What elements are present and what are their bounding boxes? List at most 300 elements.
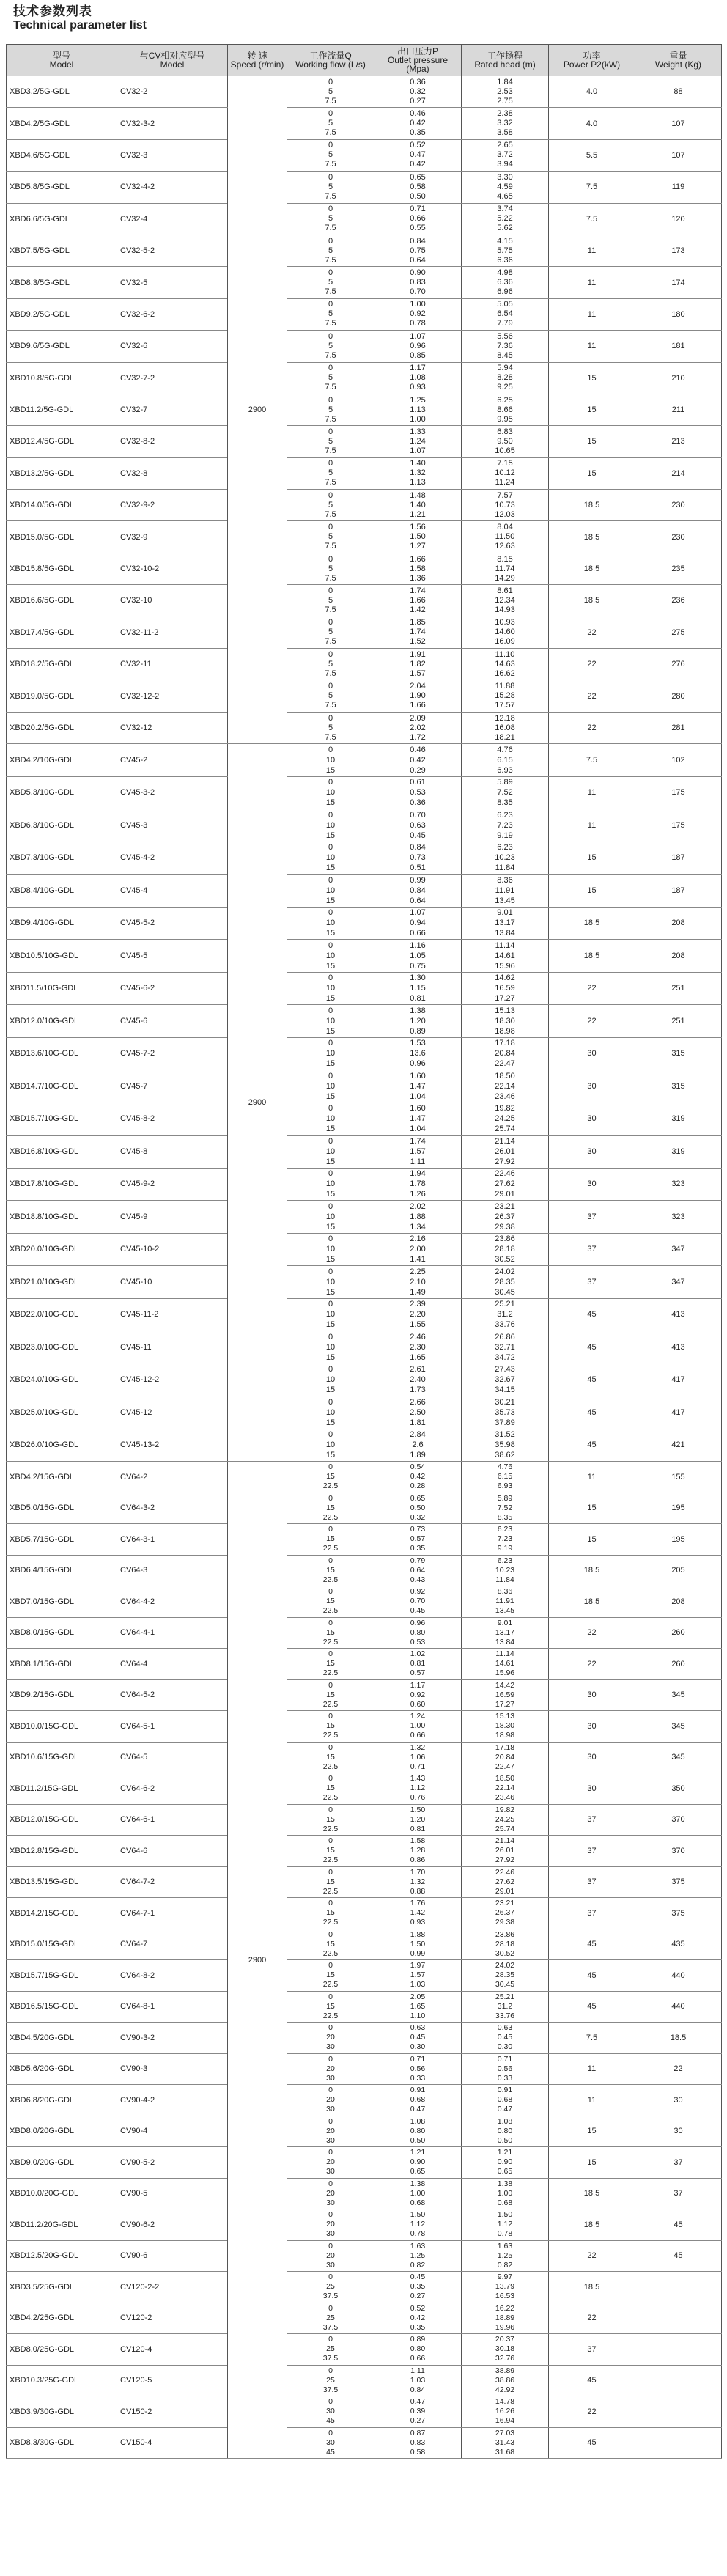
flow-value: 0: [328, 2241, 333, 2251]
head-value: 5.56: [497, 331, 513, 341]
flow-value: 0: [328, 1556, 333, 1565]
head-cell: [462, 1462, 549, 1493]
pressure-value: 2.09: [410, 713, 426, 723]
flow-value: 5: [328, 691, 333, 701]
head-value: 18.50: [495, 1071, 515, 1081]
table-row: [7, 1429, 722, 1462]
flow-value: 15: [325, 1157, 336, 1166]
weight-cell: 370: [635, 1804, 722, 1836]
pressure-value: 0.35: [410, 2282, 426, 2292]
header-head: 工作扬程 Rated head (m): [462, 45, 549, 76]
pressure-value: 0.79: [410, 1556, 426, 1565]
pressure-value: 1.20: [410, 1814, 426, 1824]
head-value: 0.91: [497, 2086, 513, 2095]
flow-values: [290, 553, 371, 584]
pressure-values: [377, 2054, 458, 2085]
head-values: [465, 2147, 545, 2178]
pressure-cell: [374, 2303, 462, 2334]
flow-value: 7.5: [325, 701, 336, 710]
flow-values: [290, 521, 371, 552]
table-row: [7, 617, 722, 648]
pressure-value: 0.81: [410, 1659, 426, 1668]
flow-values: [290, 2085, 371, 2116]
model-cell: XBD6.4/15G-GDL: [7, 1555, 117, 1586]
table-row: [7, 298, 722, 330]
pressure-value: 0.45: [410, 2273, 426, 2282]
pressure-value: 0.57: [410, 1668, 426, 1678]
flow-value: 15: [326, 1721, 335, 1731]
flow-value: 15: [326, 1908, 335, 1918]
flow-value: 0: [328, 1992, 333, 2001]
flow-value: 0: [328, 713, 333, 723]
pressure-value: 1.42: [410, 605, 426, 614]
pressure-values: [377, 744, 458, 776]
pressure-value: 0.57: [410, 1534, 426, 1544]
pressure-value: 1.03: [410, 2375, 426, 2385]
pressure-value: 0.84: [410, 2385, 426, 2394]
head-value: 0.45: [497, 2033, 513, 2042]
flow-values: [290, 1396, 371, 1429]
pressure-value: 1.11: [410, 1157, 426, 1166]
table-row: [7, 235, 722, 266]
head-value: 16.22: [495, 2303, 515, 2313]
pressure-value: 1.08: [410, 373, 426, 383]
speed-cell: 2900: [228, 744, 287, 1462]
flow-values: [290, 2428, 371, 2459]
pressure-value: 0.35: [410, 128, 426, 138]
pressure-cell: [374, 490, 462, 521]
pressure-value: 1.89: [410, 1451, 426, 1460]
power-cell: 22: [549, 972, 635, 1005]
head-values: [465, 1396, 545, 1429]
flow-value: 7.5: [325, 478, 336, 487]
flow-value: 10: [325, 1147, 336, 1156]
head-value: 6.96: [497, 287, 513, 297]
pressure-value: 1.88: [410, 1929, 426, 1939]
flow-cell: [287, 2427, 374, 2459]
flow-values: [290, 1331, 371, 1364]
pressure-values: [377, 809, 458, 842]
flow-value: 15: [326, 1752, 335, 1762]
power-cell: 15: [549, 875, 635, 908]
head-cell: [462, 1233, 549, 1266]
head-values: [465, 2303, 545, 2334]
head-values: [465, 2054, 545, 2085]
table-row: [7, 203, 722, 235]
cv-model-cell: CV45-4-2: [117, 842, 228, 875]
header-speed: 转 速 Speed (r/min): [228, 45, 287, 76]
flow-value: 15: [326, 1846, 335, 1855]
pressure-cell: [374, 1773, 462, 1805]
flow-values: [290, 140, 371, 171]
head-value: 18.89: [495, 2313, 515, 2322]
power-cell: 5.5: [549, 139, 635, 171]
power-cell: 7.5: [549, 2023, 635, 2054]
pressure-value: 1.60: [410, 1071, 426, 1081]
power-cell: 18.5: [549, 1555, 635, 1586]
head-value: 11.88: [495, 682, 515, 691]
flow-values: [290, 2209, 371, 2240]
flow-cell: [287, 1586, 374, 1618]
power-cell: 30: [549, 1136, 635, 1169]
head-value: 14.61: [495, 1659, 515, 1668]
header-row: [7, 45, 722, 76]
pressure-value: 1.90: [410, 691, 426, 701]
weight-cell: 347: [635, 1266, 722, 1299]
pressure-value: 2.84: [410, 1430, 426, 1440]
flow-value: 5: [328, 119, 333, 128]
head-value: 9.97: [497, 2273, 513, 2282]
flow-value: 15: [325, 1125, 336, 1134]
head-value: 0.30: [497, 2042, 513, 2052]
head-value: 4.76: [497, 745, 513, 754]
pressure-cell: [374, 267, 462, 298]
pressure-cell: [374, 2085, 462, 2116]
table-row: [7, 362, 722, 394]
flow-values: [290, 2241, 371, 2272]
model-cell: XBD13.2/5G-GDL: [7, 457, 117, 489]
flow-value: 10: [325, 1212, 336, 1221]
head-cell: [462, 490, 549, 521]
head-cell: [462, 744, 549, 777]
cv-model-cell: CV45-9-2: [117, 1168, 228, 1201]
cv-model-cell: CV32-7: [117, 394, 228, 425]
weight-cell: 213: [635, 426, 722, 457]
pressure-value: 0.50: [410, 2135, 426, 2145]
flow-value: 5: [328, 468, 333, 478]
head-value: 23.21: [495, 1201, 515, 1211]
head-values: [465, 940, 545, 972]
flow-cell: [287, 1429, 374, 1462]
flow-value: 10: [325, 1277, 336, 1287]
pressure-values: [377, 875, 458, 907]
flow-value: 0: [328, 1300, 333, 1309]
head-value: 8.15: [497, 554, 513, 564]
head-value: 11.50: [495, 532, 515, 542]
head-value: 23.86: [495, 1929, 515, 1939]
power-cell: 37: [549, 1201, 635, 1234]
weight-cell: [635, 2427, 722, 2459]
head-value: 0.56: [497, 2064, 513, 2073]
flow-value: 5: [328, 373, 333, 383]
pressure-value: 1.66: [410, 701, 426, 710]
flow-values: [290, 1805, 371, 1836]
head-cell: [462, 1493, 549, 1524]
flow-values: [290, 490, 371, 520]
power-cell: 22: [549, 1005, 635, 1038]
pressure-value: 2.46: [410, 1332, 426, 1342]
parameter-table: [6, 44, 722, 2459]
flow-value: 0: [328, 1201, 333, 1211]
flow-value: 0: [328, 1267, 333, 1276]
head-value: 0.71: [497, 2054, 513, 2064]
power-cell: 11: [549, 235, 635, 266]
model-cell: XBD13.6/10G-GDL: [7, 1037, 117, 1070]
head-values: [465, 617, 545, 648]
flow-value: 0: [328, 395, 333, 405]
flow-value: 15: [325, 1190, 336, 1199]
head-value: 9.19: [497, 1544, 513, 1553]
table-row: [7, 108, 722, 139]
head-value: 22.14: [495, 1081, 515, 1091]
flow-value: 0: [328, 236, 333, 246]
pressure-value: 2.40: [410, 1375, 426, 1385]
table-row: [7, 2427, 722, 2459]
table-row: [7, 1742, 722, 1773]
pressure-values: [377, 1005, 458, 1037]
head-value: 10.93: [495, 618, 515, 628]
flow-cell: [287, 1649, 374, 1680]
flow-value: 7.5: [325, 573, 336, 583]
pressure-values: [377, 1038, 458, 1070]
flow-value: 20: [326, 2033, 335, 2042]
flow-value: 20: [326, 2095, 335, 2105]
flow-values: [290, 1586, 371, 1617]
head-cell: [462, 108, 549, 139]
pressure-value: 0.39: [410, 2407, 426, 2416]
power-cell: 18.5: [549, 553, 635, 584]
head-cell: [462, 1037, 549, 1070]
flow-value: 0: [328, 941, 333, 950]
pressure-value: 0.32: [410, 87, 426, 96]
flow-value: 0: [328, 1071, 333, 1081]
pressure-value: 0.61: [410, 778, 426, 787]
flow-values: [290, 2147, 371, 2178]
head-value: 0.80: [497, 2126, 513, 2135]
head-values: [465, 1331, 545, 1364]
flow-value: 30: [326, 2167, 335, 2176]
head-values: [465, 2085, 545, 2116]
pressure-values: [377, 2085, 458, 2116]
cv-model-cell: CV32-3-2: [117, 108, 228, 139]
model-cell: XBD14.7/10G-GDL: [7, 1070, 117, 1103]
pressure-value: 1.42: [410, 1908, 426, 1918]
pressure-value: 1.66: [410, 595, 426, 605]
cv-model-cell: CV32-9: [117, 521, 228, 553]
cv-model-cell: CV45-2: [117, 744, 228, 777]
pressure-values: [377, 1396, 458, 1429]
flow-value: 10: [325, 1342, 336, 1352]
pressure-cell: [374, 680, 462, 712]
pressure-value: 0.73: [410, 1525, 426, 1534]
cv-model-cell: CV45-11: [117, 1331, 228, 1364]
flow-value: 0: [328, 1712, 333, 1721]
flow-values: [290, 973, 371, 1005]
pressure-value: 0.84: [410, 886, 426, 895]
pressure-cell: [374, 1103, 462, 1136]
flow-values: [290, 1136, 371, 1168]
head-cell: [462, 1331, 549, 1364]
head-cell: [462, 1396, 549, 1429]
flow-values: [290, 1524, 371, 1555]
flow-cell: [287, 203, 374, 235]
flow-value: 0: [328, 141, 333, 150]
flow-value: 20: [326, 2188, 335, 2198]
head-value: 25.74: [495, 1824, 515, 1833]
head-cell: [462, 1898, 549, 1929]
flow-values: [290, 204, 371, 235]
pressure-value: 1.63: [410, 2241, 426, 2251]
power-cell: 18.5: [549, 585, 635, 617]
pressure-value: 0.42: [410, 755, 426, 765]
pressure-value: 0.50: [410, 191, 426, 201]
head-value: 11.91: [495, 1597, 514, 1606]
table-row: [7, 649, 722, 680]
cv-model-cell: CV45-5: [117, 940, 228, 973]
weight-cell: 315: [635, 1070, 722, 1103]
table-row: [7, 1136, 722, 1169]
pressure-value: 1.34: [410, 1222, 426, 1232]
pressure-value: 0.96: [410, 341, 426, 350]
table-row: [7, 1396, 722, 1429]
flow-value: 15: [325, 864, 336, 873]
head-value: 27.62: [495, 1877, 515, 1886]
head-cell: [462, 1005, 549, 1038]
cv-model-cell: CV45-6-2: [117, 972, 228, 1005]
head-values: [465, 2396, 545, 2427]
pressure-value: 0.87: [410, 2428, 426, 2437]
power-cell: 15: [549, 426, 635, 457]
flow-value: 10: [325, 853, 336, 863]
flow-value: 0: [328, 331, 333, 341]
pressure-value: 0.47: [410, 2105, 426, 2114]
table-row: [7, 1711, 722, 1743]
table-row: [7, 1804, 722, 1836]
head-value: 5.22: [497, 214, 513, 224]
head-value: 34.15: [495, 1385, 515, 1395]
head-value: 16.62: [495, 669, 515, 678]
cv-model-cell: CV45-11-2: [117, 1298, 228, 1331]
weight-cell: 417: [635, 1364, 722, 1396]
head-value: 5.89: [497, 778, 513, 787]
table-row: [7, 1679, 722, 1711]
power-cell: 30: [549, 1168, 635, 1201]
head-value: 7.36: [497, 341, 513, 350]
cv-model-cell: CV90-3: [117, 2053, 228, 2085]
head-values: [465, 875, 545, 907]
table-row: [7, 2116, 722, 2147]
head-value: 29.01: [495, 1190, 515, 1199]
power-cell: 11: [549, 2053, 635, 2085]
pressure-values: [377, 1898, 458, 1929]
head-value: 37.89: [495, 1418, 515, 1427]
flow-cell: [287, 76, 374, 108]
head-value: 14.93: [495, 605, 515, 614]
head-cell: [462, 2053, 549, 2085]
pressure-values: [377, 2241, 458, 2272]
pressure-values: [377, 1929, 458, 1960]
head-cell: [462, 1991, 549, 2023]
cv-model-cell: CV64-4: [117, 1649, 228, 1680]
pressure-value: 0.46: [410, 745, 426, 754]
head-value: 12.18: [495, 713, 515, 723]
head-value: 21.14: [495, 1136, 515, 1146]
flow-value: 0: [328, 1365, 333, 1375]
table-row: [7, 2334, 722, 2366]
flow-values: [290, 940, 371, 972]
head-value: 31.2: [497, 2001, 513, 2011]
cv-model-cell: CV64-8-2: [117, 1960, 228, 1992]
power-cell: 15: [549, 394, 635, 425]
weight-cell: 187: [635, 875, 722, 908]
head-value: 14.62: [495, 974, 515, 983]
header-cv-model: 与CV相对应型号 Model: [117, 45, 228, 76]
power-cell: 18.5: [549, 940, 635, 973]
head-values: [465, 521, 545, 552]
flow-value: 15: [325, 961, 336, 971]
flow-value: 0: [328, 1743, 333, 1752]
power-cell: 18.5: [549, 490, 635, 521]
cv-model-cell: CV120-2-2: [117, 2272, 228, 2303]
head-value: 22.46: [495, 1169, 515, 1179]
head-value: 42.92: [495, 2385, 515, 2394]
document-title: [13, 4, 147, 32]
flow-cell: [287, 1555, 374, 1586]
model-cell: XBD8.1/15G-GDL: [7, 1649, 117, 1680]
flow-value: 0: [328, 1525, 333, 1534]
pressure-values: [377, 1618, 458, 1649]
pressure-cell: [374, 1960, 462, 1992]
head-value: 3.32: [497, 119, 513, 128]
table-row: [7, 2303, 722, 2334]
head-value: 7.79: [497, 319, 513, 328]
head-cell: [462, 1298, 549, 1331]
flow-value: 0: [328, 1774, 333, 1784]
flow-value: 15: [326, 1784, 335, 1793]
flow-cell: [287, 1233, 374, 1266]
pressure-cell: [374, 842, 462, 875]
pressure-value: 0.81: [410, 994, 426, 1004]
head-value: 31.43: [495, 2437, 515, 2447]
flow-value: 15: [326, 1503, 335, 1512]
head-cell: [462, 1804, 549, 1836]
model-cell: XBD10.3/25G-GDL: [7, 2365, 117, 2396]
head-cell: [462, 712, 549, 743]
pressure-cell: [374, 1493, 462, 1524]
head-cell: [462, 76, 549, 108]
head-value: 2.65: [497, 141, 513, 150]
power-cell: 11: [549, 809, 635, 842]
speed-cell: 2900: [228, 1462, 287, 2459]
flow-values: [290, 744, 371, 776]
head-value: 5.94: [497, 364, 513, 373]
flow-values: [290, 76, 371, 107]
power-cell: 7.5: [549, 744, 635, 777]
cv-model-cell: CV45-12: [117, 1396, 228, 1429]
pressure-values: [377, 1201, 458, 1233]
flow-values: [290, 617, 371, 648]
cv-model-cell: CV90-6: [117, 2240, 228, 2272]
pressure-value: 1.07: [410, 331, 426, 341]
flow-value: 7.5: [325, 128, 336, 138]
pressure-values: [377, 2334, 458, 2365]
pressure-value: 0.29: [410, 765, 426, 775]
flow-value: 0: [328, 1493, 333, 1503]
pressure-cell: [374, 1586, 462, 1618]
head-cell: [462, 2303, 549, 2334]
flow-values: [290, 2023, 371, 2053]
weight-cell: 119: [635, 172, 722, 203]
flow-value: 0: [328, 268, 333, 278]
flow-value: 22.5: [322, 1512, 339, 1522]
cv-model-cell: CV150-2: [117, 2396, 228, 2428]
flow-value: 22.5: [322, 1699, 339, 1709]
model-cell: XBD4.2/25G-GDL: [7, 2303, 117, 2334]
pressure-value: 0.47: [410, 2397, 426, 2407]
table-row: [7, 972, 722, 1005]
head-value: 23.86: [495, 1234, 515, 1244]
pressure-cell: [374, 972, 462, 1005]
